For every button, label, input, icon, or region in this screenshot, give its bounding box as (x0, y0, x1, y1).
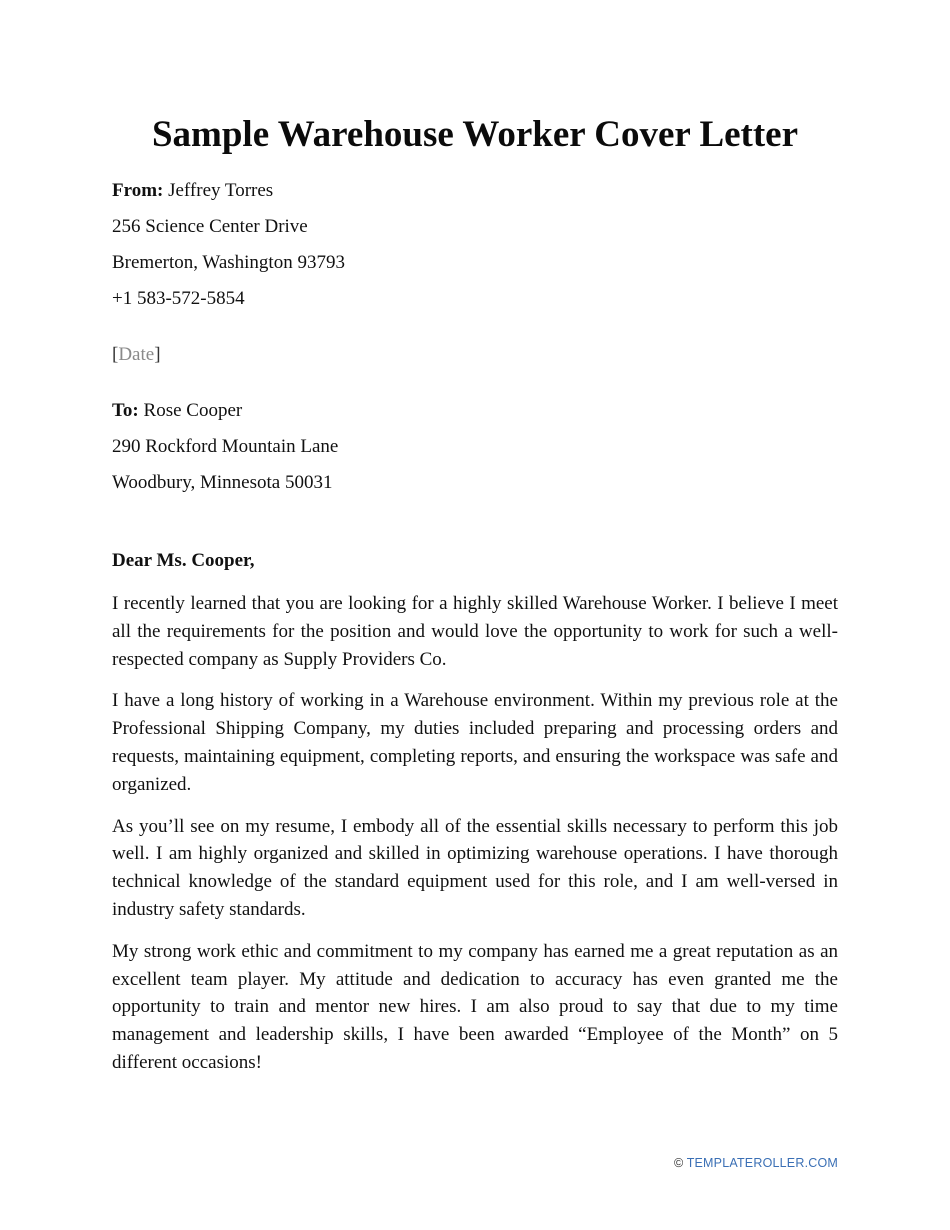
sender-address-line2: Bremerton, Washington 93793 (112, 252, 345, 273)
recipient-address-line2: Woodbury, Minnesota 50031 (112, 472, 333, 493)
copyright-symbol: © (673, 1156, 684, 1170)
recipient-name-line (112, 396, 838, 432)
salutation: Dear Ms. Cooper, (112, 550, 255, 571)
templateroller-link[interactable]: TEMPLATEROLLER.COM (686, 1156, 838, 1170)
sender-phone: +1 583-572-5854 (112, 288, 245, 309)
recipient-label: To: (112, 400, 139, 421)
sender-label: From: (112, 180, 164, 201)
body-paragraph-3: As you’ll see on my resume, I embody all of the essential skills necessary to perform this job well. I am highly organized and skilled in optimizing warehouse operations. I have thorough technical knowledge of the standard equipment used for this role, and I am well-versed in industry safety standards. (112, 815, 838, 920)
body-paragraph-1: I recently learned that you are looking for a highly skilled Warehouse Worker. I believe I meet all the requirements for the position and would love the opportunity to work for such a well-respected company as Supply Providers Co. (112, 593, 838, 670)
recipient-address-line1: 290 Rockford Mountain Lane (112, 436, 339, 457)
sender-name-line (112, 176, 838, 212)
letter-content (112, 176, 838, 1091)
body-paragraph-4: My strong work ethic and commitment to my company has earned me a great reputation as an excellent team player. My attitude and dedication to accuracy has even granted me the opportunity to train and mentor new hires. I am also proud to say that due to my time management and leadership skills, I have been awarded “Employee of the Month” on 5 different occasions! (112, 940, 838, 1073)
spacer (112, 504, 838, 546)
date-placeholder: Date (118, 344, 155, 365)
sender-address-line1: 256 Science Center Drive (112, 216, 308, 237)
spacer (112, 376, 838, 396)
footer-credit (674, 1155, 838, 1171)
page-title: Sample Warehouse Worker Cover Letter (151, 114, 799, 155)
sender-name: Jeffrey Torres (168, 180, 274, 201)
recipient-name: Rose Cooper (143, 400, 243, 421)
date-field[interactable] (112, 340, 838, 376)
spacer (112, 320, 838, 340)
sender-block (112, 176, 838, 320)
date-open-bracket: [ (112, 344, 119, 365)
recipient-block (112, 396, 838, 504)
date-close-bracket: ] (154, 344, 161, 365)
body-paragraph-2: I have a long history of working in a Warehouse environment. Within my previous role at the Professional Shipping Company, my duties included preparing and processing orders and requests, maintaining equipment, completing reports, and ensuring the workspace was safe and organized. (112, 690, 838, 795)
